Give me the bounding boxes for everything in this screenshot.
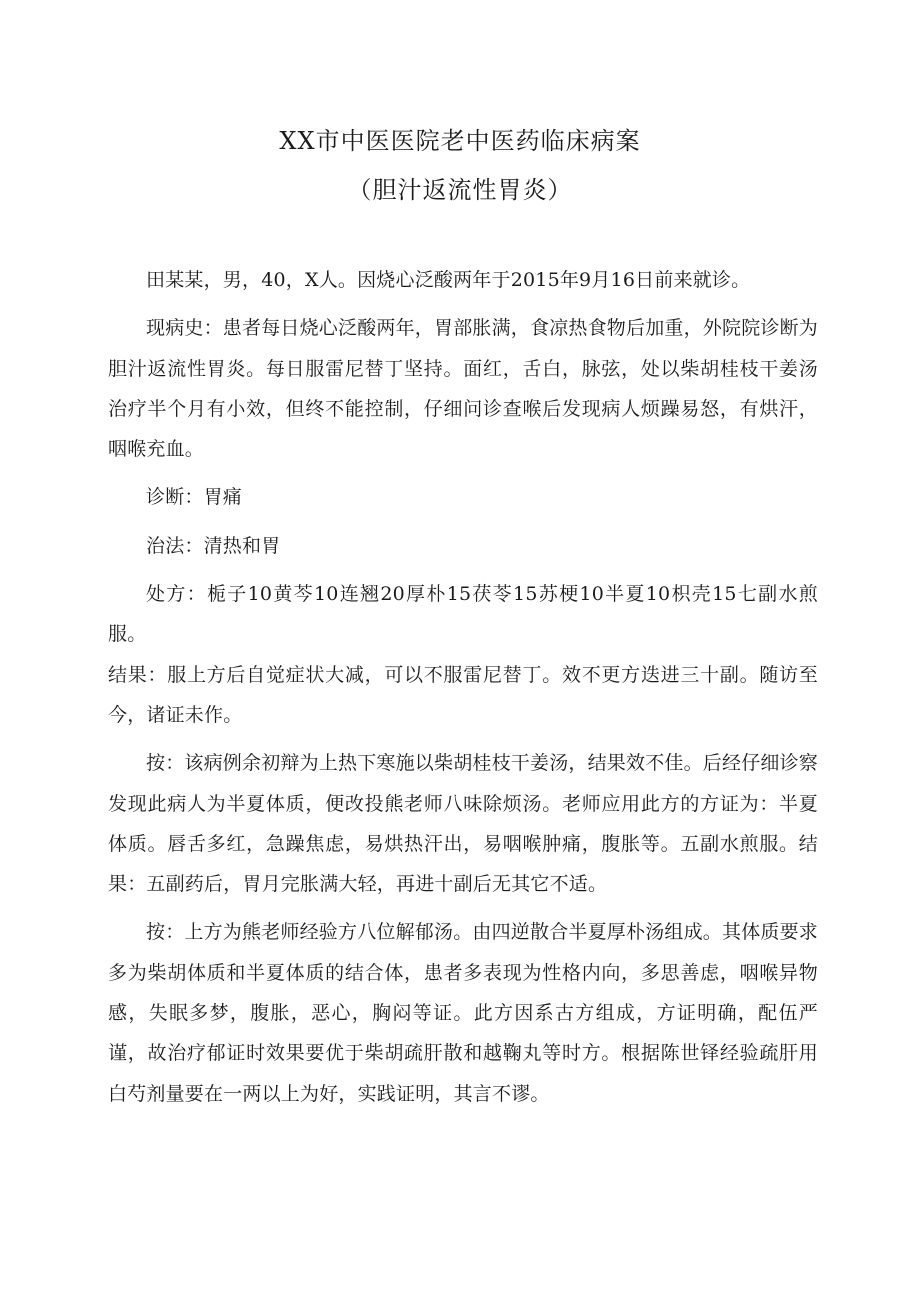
history-paragraph: 现病史：患者每日烧心泛酸两年，胃部胀满，食凉热食物后加重，外院院诊断为胆汁返流性胃炎。每日服雷尼替丁坚持。面红，舌白，脉弦，处以柴胡桂枝干姜汤治疗半个月有小效，但终不能控制，仔细问诊查喉后发现病人烦躁易怒，有烘汗，咽喉充血。: [108, 317, 819, 461]
note-paragraph-1: 按：该病例余初辩为上热下寒施以柴胡桂枝干姜汤，结果效不佳。后经仔细诊察发现此病人为半夏体质，便改投熊老师八味除烦汤。老师应用此方的方证为：半夏体质。唇舌多红，急躁焦虑，易烘热汗出，易咽喉肿痛，腹胀等。五副水煎服。结果：五副药后，胃月完胀满大轻，再进十副后无其它不适。: [108, 752, 819, 896]
document-subtitle: （胆汁返流性胃炎）: [347, 176, 573, 204]
document-title: XX市中医医院老中医药临床病案: [279, 127, 641, 155]
note-paragraph-2: 按：上方为熊老师经验方八位解郁汤。由四逆散合半夏厚朴汤组成。其体质要求多为柴胡体质和半夏体质的结合体，患者多表现为性格内向，多思善虑，咽喉异物感，失眠多梦，腹胀，恶心，胸闷等证。此方因系古方组成，方证明确，配伍严谨，故治疗郁证时效果要优于柴胡疏肝散和越鞠丸等时方。根据陈世铎经验疏肝用白芍剂量要在一两以上为好，实践证明，其言不谬。: [108, 921, 819, 1105]
document-body: [108, 260, 818, 1114]
treatment-paragraph: 治法：清热和胃: [146, 534, 281, 557]
prescription-paragraph: 处方：栀子10黄芩10连翘20厚朴15茯苓15苏梗10半夏10枳壳15七副水煎服。: [108, 583, 818, 646]
result-paragraph: 结果：服上方后自觉症状大减，可以不服雷尼替丁。效不更方迭进三十副。随访至今，诸证未作。: [108, 663, 818, 726]
patient-info-paragraph: 田某某，男，40，X人。因烧心泛酸两年于2015年9月16日前来就诊。: [146, 269, 751, 291]
diagnosis-paragraph: 诊断：胃痛: [146, 486, 243, 509]
